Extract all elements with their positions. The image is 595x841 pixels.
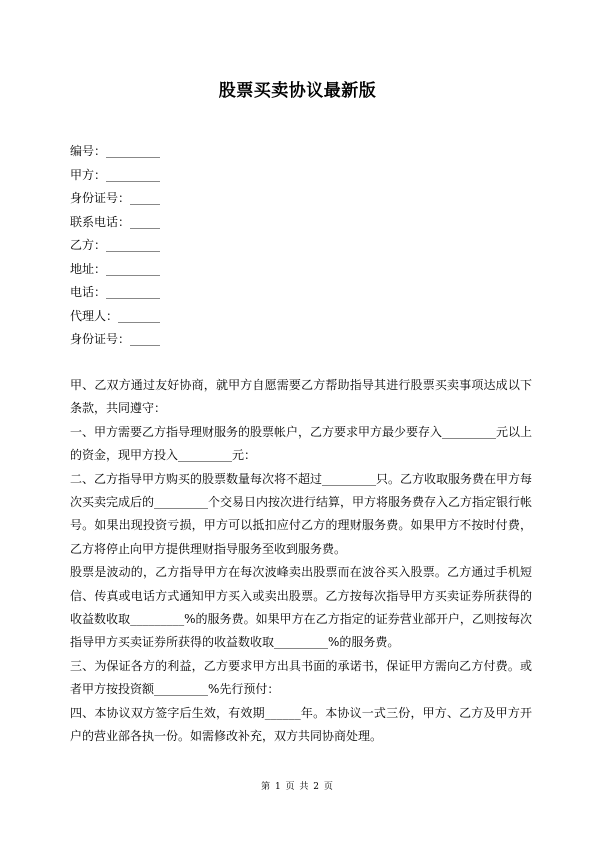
field-party-a-id: 身份证号：_____ [70,191,161,205]
field-agent-id: 身份证号：_____ [70,332,161,346]
paragraph-volatility: 股票是波动的，乙方指导甲方在每次波峰卖出股票而在波谷买入股票。乙方通过手机短信、传真或电话方式通知甲方买入或卖出股票。乙方按每次指导甲方买卖证券所获得的收益数收取_________%的服务费。如果甲方在乙方指定的证券营业部开户，乙则按每次指导甲方买卖证券所获得的收益数收取_________%的服务费。 [70,565,532,650]
paragraph-clause-2: 二、乙方指导甲方购买的股票数量每次将不超过_________只。乙方收取服务费在甲方每次买卖完成后的_________个交易日内按次进行结算，甲方将服务费存入乙方指定银行帐号。如果出现投资亏损，甲方可以抵扣应付乙方的理财服务费。如果甲方不按时付费，乙方将停止向甲方提供理财指导服务至收到服务费。 [70,471,533,556]
field-party-b: 乙方：_________ [70,238,161,252]
document-title: 股票买卖协议最新版 [218,81,377,101]
paragraph-clause-4: 四、本协议双方签字后生效，有效期______年。本协议一式三份，甲方、乙方及甲方开户的营业部各执一份。如需修改补充，双方共同协商处理。 [70,705,532,744]
field-party-a-phone: 联系电话：_____ [70,214,161,229]
agreement-body [70,374,532,749]
page-footer: 第 1 页 共 2 页 [261,782,334,792]
field-address: 地址：_________ [70,261,161,276]
paragraph-intro: 甲、乙双方通过友好协商，就甲方自愿需要乙方帮助指导其进行股票买卖事项达成以下条款，共同遵守： [70,378,532,416]
paragraph-clause-3: 三、为保证各方的利益，乙方要求甲方出具书面的承诺书，保证甲方需向乙方付费。或者甲方按投资额_________%先行预付： [70,658,532,697]
party-info-fields [70,140,370,352]
field-number: 编号：_________ [70,144,161,158]
paragraph-clause-1: 一、甲方需要乙方指导理财服务的股票帐户，乙方要求甲方最少要存入_________元以上的资金，现甲方投入_________元： [70,424,533,463]
field-agent: 代理人：_______ [70,308,161,323]
field-phone: 电话：_________ [70,285,161,299]
field-party-a: 甲方：_________ [70,167,161,182]
